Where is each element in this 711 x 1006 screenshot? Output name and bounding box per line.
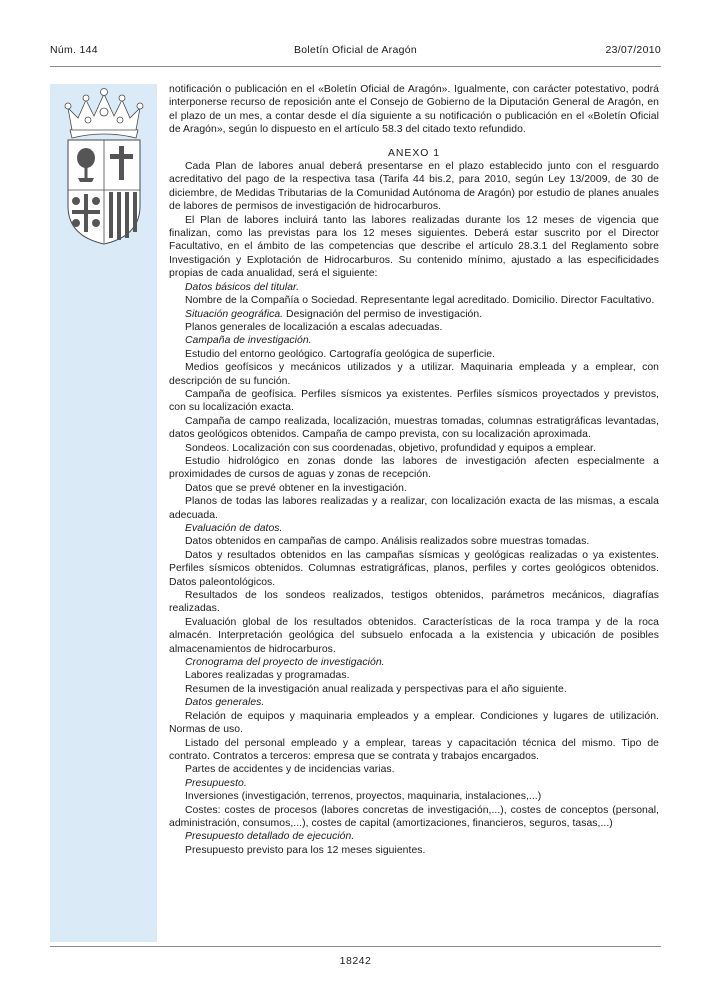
section-heading-label: Situación geográfica.	[185, 308, 284, 320]
issue-number: Núm. 144	[50, 44, 98, 56]
page-header	[50, 44, 661, 60]
paragraph: Costes: costes de procesos (labores concretas de investigación,...), costes de conceptos (personal, administración, consumos,...), costes de capital (amortizaciones, financieros, seguros, tasas,...)	[169, 804, 659, 829]
paragraph: Resumen de la investigación anual realizada y perspectivas para el año siguiente.	[185, 683, 567, 695]
aragon-coat-of-arms-icon	[56, 86, 152, 246]
paragraph: El Plan de labores incluirá tanto las labores realizadas durante los 12 meses de vigencia que finalizan, como las previstas para los 12 meses siguientes. Deberá estar suscrito por el Director Facultativo, en el ámbito de las competencias que describe el artículo 28.3.1 del Reglamento sobre Investigación y Explotación de Hidrocarburos. Su contenido mínimo, ajustado a las especificidades propias de cada anualidad, será el siguiente:	[169, 214, 659, 280]
journal-title: Boletín Oficial de Aragón	[293, 44, 418, 56]
section-heading-label: Presupuesto.	[185, 777, 247, 789]
paragraph: Labores realizadas y programadas.	[185, 670, 350, 682]
paragraph: Nombre de la Compañía o Sociedad. Representante legal acreditado. Domicilio. Director Facultativo.	[185, 295, 655, 307]
paragraph: Estudio hidrológico en zonas donde las labores de investigación afecten especialmente a proximidades de cursos de aguas y zonas de recepción.	[169, 455, 659, 481]
section-heading-label: Cronograma del proyecto de investigación.	[185, 657, 385, 669]
paragraph: Datos obtenidos en campañas de campo. Análisis realizados sobre muestras tomadas.	[185, 536, 590, 548]
paragraph: Evaluación global de los resultados obtenidos. Características de la roca trampa y de la roca almacén. Interpretación geológica del subsuelo enfocada a la existencia y ubicación de posibles almacenamientos de hidrocarburos.	[169, 616, 659, 655]
section-heading-label: Datos básicos del titular.	[185, 281, 300, 293]
section-heading-label: Campaña de investigación.	[185, 335, 312, 347]
paragraph: Medios geofísicos y mecánicos utilizados y a utilizar. Maquinaria empleada y a emplear, con descripción de su función.	[169, 362, 659, 387]
paragraph: Resultados de los sondeos realizados, testigos obtenidos, parámetros mecánicos, diagrafías realizadas.	[169, 590, 659, 615]
paragraph: Campaña de campo realizada, localización, muestras tomadas, columnas estratigráficas levantadas, datos geológicos obtenidos. Campaña de campo prevista, con su localización aproximada.	[169, 415, 659, 441]
section-heading-text: Designación del permiso de investigación.	[283, 308, 483, 320]
paragraph: Presupuesto previsto para los 12 meses siguientes.	[185, 844, 426, 856]
paragraph: Sondeos. Localización con sus coordenadas, objetivo, profundidad y equipos a emplear.	[185, 442, 596, 454]
paragraph: Listado del personal empleado y a emplear, tareas y capacitación técnica del mismo. Tipo de contrato. Contratos a terceros: empresa que se contrata y trabajos encargados.	[169, 737, 659, 762]
paragraph: Relación de equipos y maquinaria empleados y a emplear. Condiciones y lugares de utilización. Normas de uso.	[169, 710, 659, 736]
section-heading	[169, 830, 659, 843]
paragraph: Datos y resultados obtenidos en las campañas sísmicas y geológicas realizadas o ya existentes. Perfiles sísmicos obtenidos. Columnas estratigráficas, planos, perfiles y cortes geológicos obtenidos. Datos paleontológicos.	[169, 549, 659, 588]
paragraph: notificación o publicación en el «Boletín Oficial de Aragón». Igualmente, con carácter potestativo, podrá interponerse recurso de reposición ante el Consejo de Gobierno de la Diputación General de Aragón, en el plazo de un mes, a contar desde el día siguiente a su notificación o publicación en el «Boletín Oficial de Aragón», según lo dispuesto en el artículo 58.3 del citado texto refundido.	[169, 84, 659, 136]
section-heading	[169, 777, 659, 790]
publication-date: 23/07/2010	[605, 44, 661, 56]
section-heading	[169, 281, 659, 294]
section-heading	[169, 334, 659, 347]
page-number: 18242	[339, 955, 372, 967]
annex-title: ANEXO 1	[387, 147, 441, 159]
paragraph: Partes de accidentes y de incidencias varias.	[185, 764, 395, 776]
section-heading	[169, 522, 659, 535]
section-heading	[169, 308, 659, 321]
section-heading-label: Presupuesto detallado de ejecución.	[185, 831, 355, 843]
paragraph: Cada Plan de labores anual deberá presentarse en el plazo establecido junto con el resguardo acreditativo del pago de la respectiva tasa (Tarifa 44 bis.2, para 2010, según Ley 13/2009, de 30 de diciembre, de Medidas Tributarias de la Comunidad Autónoma de Aragón) por estudio de planes anuales de labores de permisos de investigación de hidrocarburos.	[169, 161, 659, 213]
paragraph: Inversiones (investigación, terrenos, proyectos, maquinaria, instalaciones,...)	[185, 791, 542, 803]
document-body	[169, 83, 659, 857]
paragraph: Planos generales de localización a escalas adecuadas.	[185, 321, 443, 333]
paragraph: Datos que se prevé obtener en la investigación.	[185, 482, 407, 494]
paragraph: Planos de todas las labores realizadas y a realizar, con localización exacta de las mismas, a escala adecuada.	[169, 496, 659, 521]
section-heading	[169, 656, 659, 669]
section-heading-label: Datos generales.	[185, 697, 265, 709]
paragraph: Campaña de geofísica. Perfiles sísmicos ya existentes. Perfiles sísmicos proyectados y previstos, con su localización exacta.	[169, 388, 659, 414]
header-divider	[50, 66, 661, 67]
section-heading-label: Evaluación de datos.	[185, 523, 283, 534]
footer-divider	[50, 946, 661, 947]
paragraph: Estudio del entorno geológico. Cartografía geológica de superficie.	[185, 348, 496, 360]
section-heading	[169, 696, 659, 709]
